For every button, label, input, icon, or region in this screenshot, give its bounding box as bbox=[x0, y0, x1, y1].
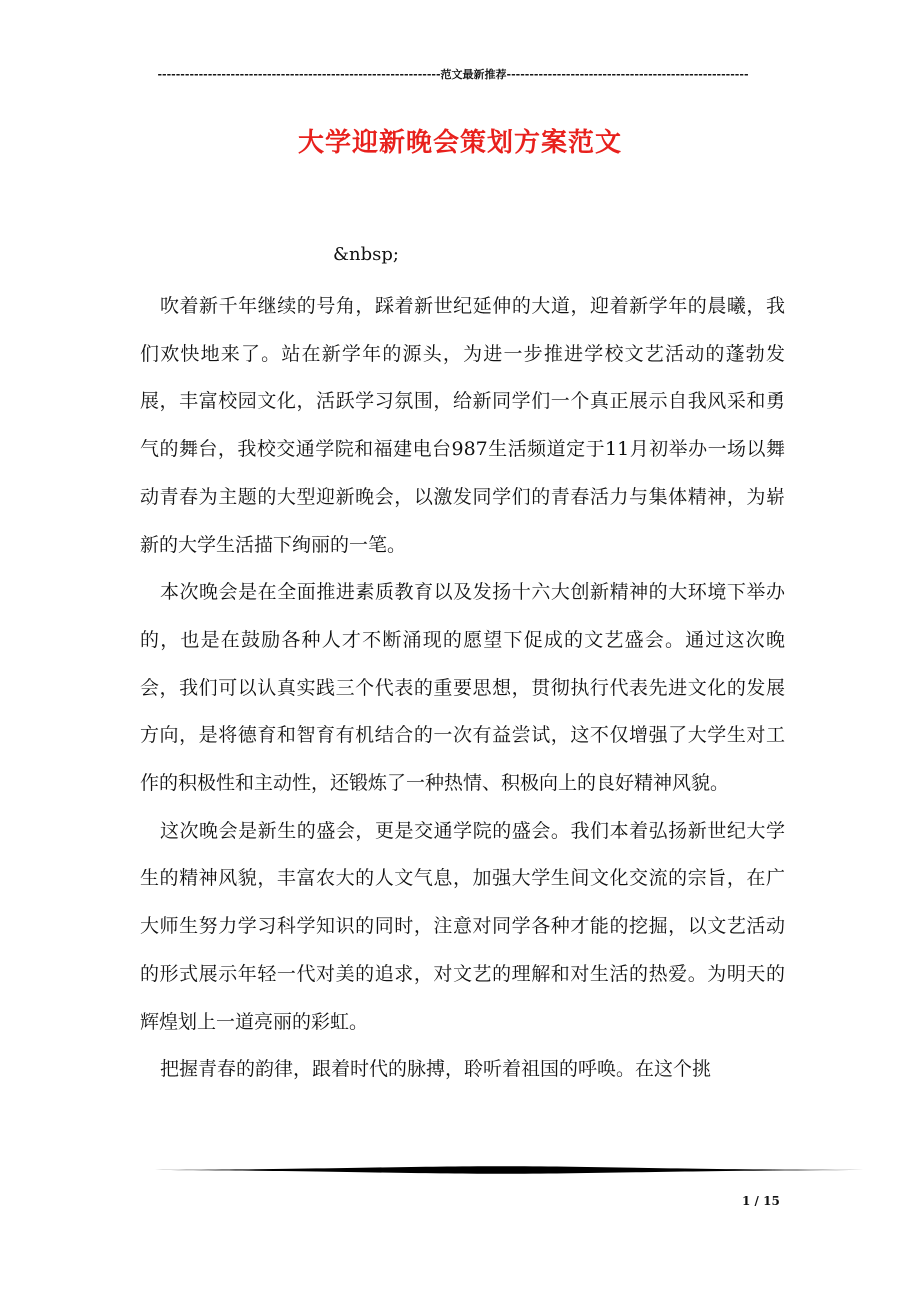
page-header-banner: --------------------------------------------------------------范文最新推荐----------------------------------------------------- bbox=[157, 68, 749, 81]
page-number: 1 / 15 bbox=[742, 1194, 780, 1208]
body-paragraph-2: 本次晚会是在全面推进素质教育以及发扬十六大创新精神的大环境下举办的，也是在鼓励各种人才不断涌现的愿望下促成的文艺盛会。通过这次晚会，我们可以认真实践三个代表的重要思想，贯彻执行代表先进文化的发展方向，是将德育和智育有机结合的一次有益尝试，这不仅增强了大学生对工作的积极性和主动性，还锻炼了一种热情、积极向上的良好精神风貌。 bbox=[140, 581, 785, 795]
body-paragraph-3: 这次晚会是新生的盛会，更是交通学院的盛会。我们本着弘扬新世纪大学生的精神风貌，丰富农大的人文气息，加强大学生间文化交流的宗旨，在广大师生努力学习科学知识的同时，注意对同学各种才能的挖掘，以文艺活动的形式展示年轻一代对美的追求，对文艺的理解和对生活的热爱。为明天的辉煌划上一道亮丽的彩虹。 bbox=[140, 819, 785, 1033]
footer-divider bbox=[138, 1165, 864, 1175]
body-paragraph-1: 吹着新千年继续的号角，踩着新世纪延伸的大道，迎着新学年的晨曦，我们欢快地来了。站在新学年的源头，为进一步推进学校文艺活动的蓬勃发展，丰富校园文化，活跃学习氛围，给新同学们一个真正展示自我风采和勇气的舞台，我校交通学院和福建电台987生活频道定于11月初举办一场以舞动青春为主题的大型迎新晚会，以激发同学们的青春活力与集体精神，为崭新的大学生活描下绚丽的一笔。 bbox=[140, 295, 785, 556]
nbsp-artifact-text: &nbsp; bbox=[333, 244, 399, 265]
document-title: 大学迎新晚会策划方案范文 bbox=[297, 128, 622, 158]
body-paragraph-4: 把握青春的韵律，跟着时代的脉搏，聆听着祖国的呼唤。在这个挑 bbox=[159, 1058, 711, 1081]
document-body bbox=[140, 283, 785, 1094]
